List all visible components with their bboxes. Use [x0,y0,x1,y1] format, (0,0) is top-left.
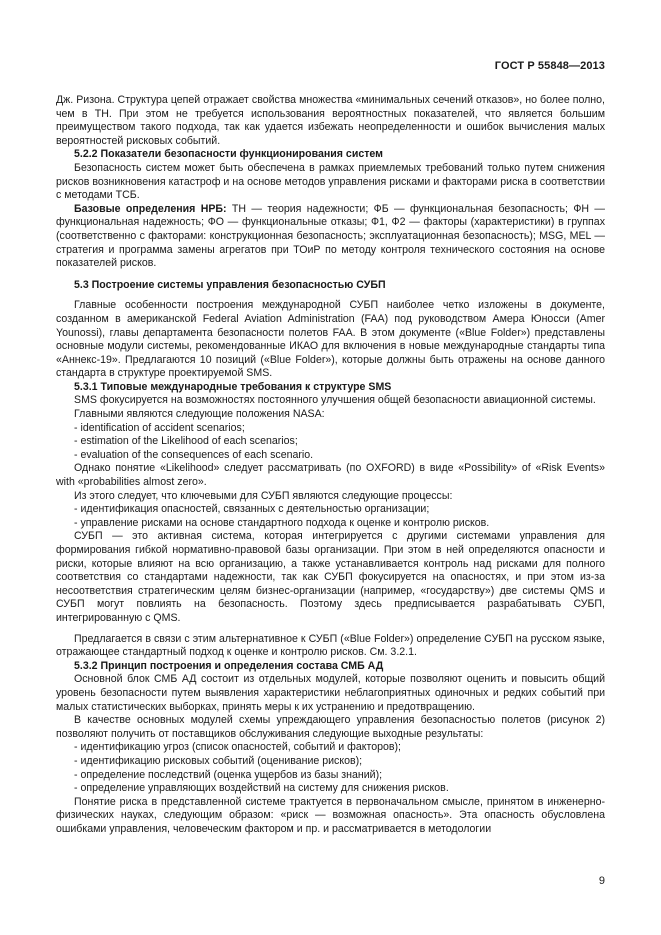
list-item: - identification of accident scenarios; [74,421,245,434]
standard-header: ГОСТ Р 55848—2013 [494,60,605,72]
paragraph-safety: Безопасность систем может быть обеспечена в рамках приемлемых требований только путем снижения рисков возникновения катастроф и на основе методов управления рисками и факторами риска в соответствии с методами ТСБ. [56,161,605,202]
paragraph-main-block: Основной блок СМБ АД состоит из отдельных модулей, которые позволяют оценить и повысить общий уровень безопасности путем выявления характеристики неблагоприятных одиночных и редких событий при малых статистических выборках, принять меры к их устранению и предотвращению. [56,673,605,713]
paragraph-intro: Дж. Ризона. Структура цепей отражает свойства множества «минимальных сечений отказов», но более полно, чем в ТН. При этом не требуется использования вероятностных показателей, что является большим преимуществом такого подхода, так как удается избежать неопределенности и ошибок вычисления малых вероятностей рисковых событий. [56,94,605,147]
list-item: - определение управляющих воздействий на систему для снижения рисков. [74,782,449,795]
list-item: - идентификацию рисковых событий (оценивание рисков); [74,754,363,767]
list-item: - управление рисками на основе стандартного подхода к оценке и контролю рисков. [74,516,490,529]
paragraph-processes: Из этого следует, что ключевыми для СУБП являются следующие процессы: [74,489,453,502]
heading-5-3-1: 5.3.1 Типовые международные требования к структуре SMS [74,380,392,393]
definitions-text: ТН — теория надежности; ФБ — функциональная безопасность; ФН — функциональная надежность; ФО — функциональные отказы; Ф1, Ф2 — факторы (характеристики) в группах (соответственно с факторами: конструкционная безопасность; эксплуатационная безопасность); MSG, MEL — стратегия и программа замены агрегатов при ТОиР по методу контроля технического состояния на основе показателей рисков. [56,202,606,270]
heading-5-3: 5.3 Построение системы управления безопасностью СУБП [74,278,386,291]
definitions-term: Базовые определения НРБ: [74,202,227,215]
paragraph-risk-concept: Понятие риска в представленной системе трактуется в первоначальном смысле, принятом в инженерно-физических науках, следующим образом: «риск — возможная опасность». Эта опасность обусловлена ошибками управления, человеческим фактором и пр. и рассматривается в методологии [56,795,605,835]
list-item: - идентификацию угроз (список опасностей, событий и факторов); [74,741,401,754]
list-item: - определение последствий (оценка ущербов из базы знаний); [74,768,383,781]
page-number: 9 [598,875,605,887]
paragraph-alternative: Предлагается в связи с этим альтернативное к СУБП («Blue Folder») определение СУБП на русском языке, отражающее стандартный подход к оценке и контролю рисков. См. 3.2.1. [56,632,605,659]
paragraph-sms-focus: SMS фокусируется на возможностях постоянного улучшения общей безопасности авиационной системы. [74,394,596,407]
list-item: - estimation of the Likelihood of each scenarios; [74,435,298,448]
paragraph-likelihood: Однако понятие «Likelihood» следует рассматривать (по OXFORD) в виде «Possibility» of «Risk Events» with «probabilities almost zero». [56,462,605,489]
paragraph-subp-active: СУБП — это активная система, которая интегрируется с другими системами управления для формирования гибкой нормативно-правовой базы организации. При этом в ней определяются опасности и риски, которые влияют на всю организацию, а также устанавливается контроль над рисками для полного соответствия со стандартами надежности, так как СУБП фокусируется на опасностях, и при этом из-за несоответствия стратегическим целям бизнес-организации (например, «государству») две системы QMS и СУБП могут повлиять на безопасность. Поэтому здесь предписывается разрабатывать СУБП, интегрированную с QMS. [56,530,605,624]
paragraph-modules: В качестве основных модулей схемы упреждающего управления безопасностью полетов (рисунок 2) позволяют получить от поставщиков обслуживания следующие выходные результаты: [56,714,605,740]
paragraph-faa: Главные особенности построения международной СУБП наиболее четко изложены в документе, созданном в американской Federal Aviation Administration (FAA) под руководством Амера Юносси (Amer Younossi), главы департамента безопасности полетов FAA. В этом документе («Blue Folder») представлены основные модули системы, рекомендованные ИКАО для включения в новые международные стандарты типа «Аннекс-19». Предлагаются 10 позиций («Blue Folder»), которые должны быть отражены на основе данного стандарта в структуре проектируемой SMS. [56,299,605,380]
paragraph-nasa: Главными являются следующие положения NASA: [74,408,325,421]
heading-5-3-2: 5.3.2 Принцип построения и определения состава СМБ АД [74,659,384,672]
document-body [56,94,605,836]
list-item: - идентификация опасностей, связанных с деятельностью организации; [74,503,430,516]
heading-5-2-2: 5.2.2 Показатели безопасности функционирования систем [74,148,383,161]
paragraph-definitions [56,203,605,271]
list-item: - evaluation of the consequences of each scenario. [74,448,314,461]
